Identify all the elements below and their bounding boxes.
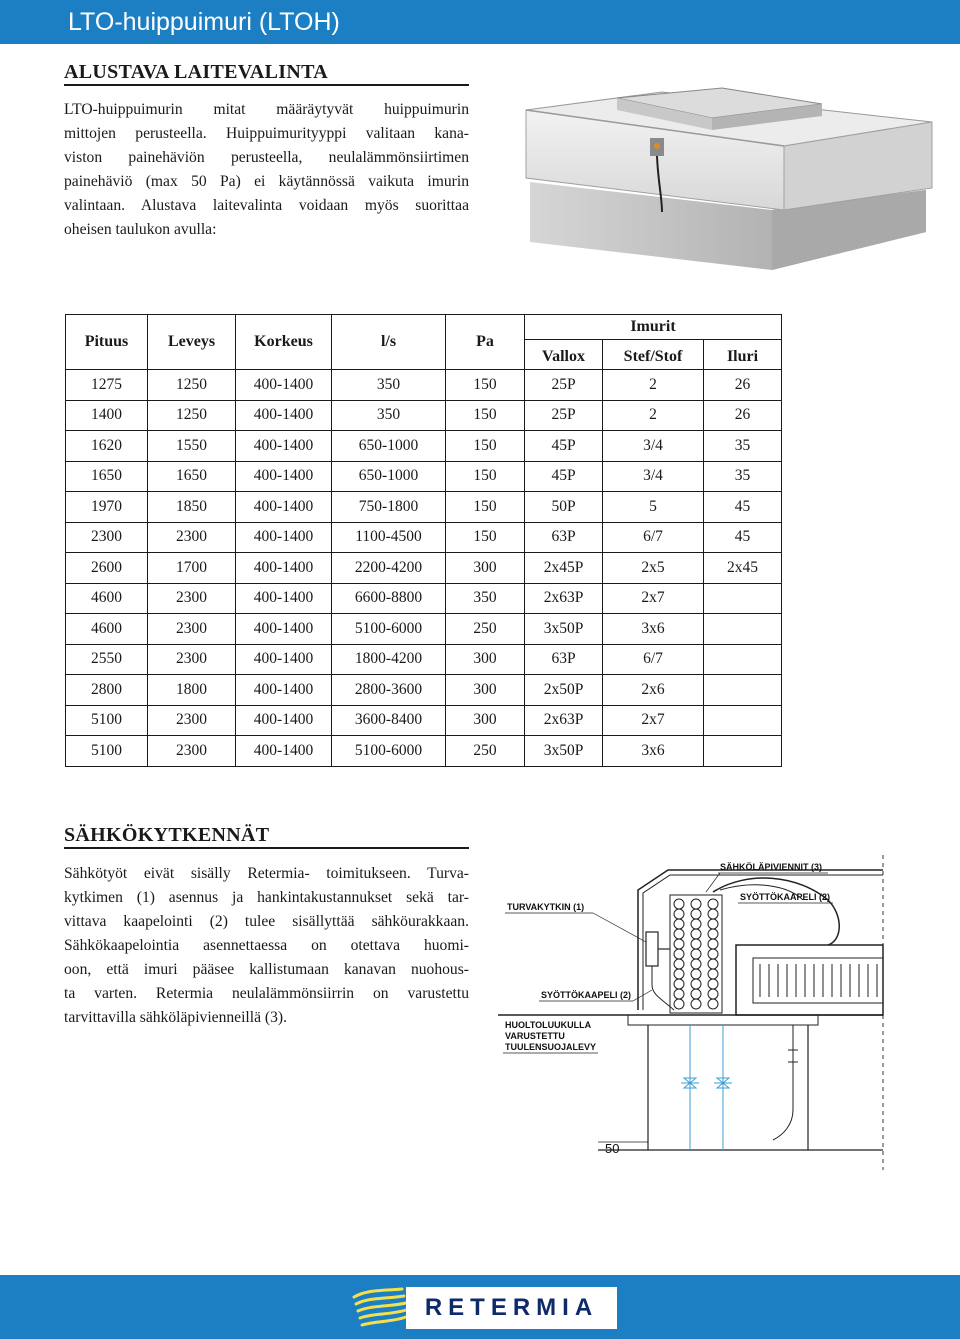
label-hatch-line-1: HUOLTOLUUKULLA	[505, 1020, 592, 1030]
table-cell: 2x7	[603, 583, 704, 614]
page-title: LTO-huippuimuri (LTOH)	[68, 8, 340, 36]
table-cell: 1275	[66, 370, 148, 401]
heading-rule	[64, 847, 469, 849]
column-header-height: Korkeus	[236, 315, 332, 370]
column-header-flow: l/s	[332, 315, 446, 370]
table-cell: 400-1400	[236, 492, 332, 523]
intro-line: valintaan. Alustava laitevalinta voidaan myös suorittaa	[64, 197, 469, 214]
table-cell: 1250	[148, 400, 236, 431]
table-row	[66, 400, 782, 431]
brand-logo	[406, 1287, 617, 1329]
table-cell: 35	[704, 431, 782, 462]
table-cell: 3x6	[603, 736, 704, 767]
table-cell	[704, 705, 782, 736]
table-cell: 45	[704, 492, 782, 523]
label-hatch-line-3: TUULENSUOJALEVY	[505, 1042, 597, 1052]
column-header-width: Leveys	[148, 315, 236, 370]
table-cell: 250	[446, 736, 525, 767]
intro-line: painehäviö (max 50 Pa) ei käytännössä vaikuta imurin	[64, 173, 469, 190]
table-cell: 2x5	[603, 553, 704, 584]
table-cell	[704, 644, 782, 675]
label-feedthrough: SÄHKÖLÄPIVIENNIT (3)	[720, 862, 823, 872]
table-cell: 350	[332, 400, 446, 431]
table-cell: 400-1400	[236, 583, 332, 614]
table-cell: 1800-4200	[332, 644, 446, 675]
table-row	[66, 644, 782, 675]
table-cell: 400-1400	[236, 705, 332, 736]
table-cell: 5	[603, 492, 704, 523]
column-group-fans: Imurit	[525, 315, 782, 340]
table-cell	[704, 614, 782, 645]
table-cell: 400-1400	[236, 553, 332, 584]
selection-table	[65, 314, 782, 767]
column-header-iluri: Iluri	[704, 340, 782, 370]
table-cell: 400-1400	[236, 522, 332, 553]
table-cell: 400-1400	[236, 431, 332, 462]
electrical-line: Sähkötyöt eivät sisälly Retermia- toimitukseen. Turva-	[64, 865, 469, 882]
electrical-paragraph	[64, 862, 469, 1030]
table-cell: 5100	[66, 705, 148, 736]
label-hatch-line-2: VARUSTETTU	[505, 1031, 565, 1041]
table-cell	[704, 675, 782, 706]
heat-exchanger-icon	[670, 895, 722, 1013]
table-cell: 2x50P	[525, 675, 603, 706]
table-cell: 50P	[525, 492, 603, 523]
retermia-logo-icon	[350, 1285, 408, 1331]
table-cell: 2550	[66, 644, 148, 675]
table-row	[66, 522, 782, 553]
table-cell: 2x63P	[525, 583, 603, 614]
table-cell: 25P	[525, 400, 603, 431]
table-cell: 1620	[66, 431, 148, 462]
label-supply-cable-left: SYÖTTÖKAAPELI (2)	[541, 990, 632, 1000]
table-cell: 3/4	[603, 461, 704, 492]
table-cell: 2	[603, 370, 704, 401]
table-cell: 2x63P	[525, 705, 603, 736]
section-heading-electrical: SÄHKÖKYTKENNÄT	[64, 824, 270, 846]
table-cell: 2200-4200	[332, 553, 446, 584]
electrical-line: ta varten. Retermia neulalämmönsiirrin on varustettu	[64, 985, 469, 1002]
table-row	[66, 614, 782, 645]
table-cell: 400-1400	[236, 614, 332, 645]
table-cell: 150	[446, 370, 525, 401]
table-cell: 350	[332, 370, 446, 401]
table-cell: 3x6	[603, 614, 704, 645]
table-cell: 25P	[525, 370, 603, 401]
heading-rule	[64, 84, 469, 86]
table-row	[66, 553, 782, 584]
intro-line: LTO-huippuimurin mitat määräytyvät huippuimurin	[64, 101, 469, 118]
column-header-length: Pituus	[66, 315, 148, 370]
safety-switch-icon	[646, 932, 670, 966]
brand-name: RETERMIA	[424, 1294, 599, 1321]
table-cell: 400-1400	[236, 461, 332, 492]
table-cell: 1100-4500	[332, 522, 446, 553]
table-cell: 300	[446, 644, 525, 675]
table-cell: 63P	[525, 522, 603, 553]
table-cell: 250	[446, 614, 525, 645]
table-cell: 3600-8400	[332, 705, 446, 736]
table-cell: 400-1400	[236, 370, 332, 401]
table-cell: 63P	[525, 644, 603, 675]
table-cell: 2300	[148, 644, 236, 675]
intro-line: viston painehäviön perusteella, neulalämmönsiirtimen	[64, 149, 469, 166]
table-cell: 400-1400	[236, 400, 332, 431]
table-cell: 2300	[148, 522, 236, 553]
table-cell: 3x50P	[525, 614, 603, 645]
table-row	[66, 492, 782, 523]
product-photo	[522, 82, 934, 272]
table-cell: 2300	[148, 583, 236, 614]
table-cell: 45P	[525, 461, 603, 492]
table-cell: 2	[603, 400, 704, 431]
table-row	[66, 675, 782, 706]
table-cell: 1250	[148, 370, 236, 401]
table-cell: 2800	[66, 675, 148, 706]
table-row	[66, 736, 782, 767]
table-cell: 5100	[66, 736, 148, 767]
table-row	[66, 583, 782, 614]
column-header-pressure: Pa	[446, 315, 525, 370]
table-cell: 2x45P	[525, 553, 603, 584]
table-cell: 6/7	[603, 644, 704, 675]
table-cell: 2x7	[603, 705, 704, 736]
drain-pipes	[681, 1025, 732, 1150]
column-header-vallox: Vallox	[525, 340, 603, 370]
table-cell: 400-1400	[236, 644, 332, 675]
electrical-line: kytkimen (1) asennus ja hankintakustannukset sekä tar-	[64, 889, 469, 906]
table-row	[66, 705, 782, 736]
table-row	[66, 431, 782, 462]
table-cell: 4600	[66, 583, 148, 614]
table-cell	[704, 583, 782, 614]
table-cell: 3/4	[603, 431, 704, 462]
table-cell: 1700	[148, 553, 236, 584]
table-cell: 400-1400	[236, 675, 332, 706]
dimension-label: 50	[605, 1141, 620, 1156]
table-cell: 1400	[66, 400, 148, 431]
table-cell: 2300	[148, 736, 236, 767]
table-cell: 3x50P	[525, 736, 603, 767]
electrical-line: oon, että imuri pääsee kallistumaan kanavan nuohous-	[64, 961, 469, 978]
header-bar	[0, 0, 960, 44]
label-supply-cable-top: SYÖTTÖKAAPELI (2)	[740, 892, 831, 902]
table-cell: 6600-8800	[332, 583, 446, 614]
table-cell: 5100-6000	[332, 736, 446, 767]
table-cell: 650-1000	[332, 431, 446, 462]
electrical-line: vittava kaapelointi (2) tulee sisällyttää sähköurakkaan.	[64, 913, 469, 930]
table-cell: 150	[446, 461, 525, 492]
table-cell: 750-1800	[332, 492, 446, 523]
column-header-stef-stof: Stef/Stof	[603, 340, 704, 370]
table-cell: 26	[704, 400, 782, 431]
table-cell: 400-1400	[236, 736, 332, 767]
table-cell: 300	[446, 553, 525, 584]
table-cell: 2x6	[603, 675, 704, 706]
table-cell: 150	[446, 400, 525, 431]
table-row	[66, 370, 782, 401]
table-cell: 35	[704, 461, 782, 492]
table-cell: 45	[704, 522, 782, 553]
table-cell: 1650	[66, 461, 148, 492]
table-row	[66, 461, 782, 492]
table-cell: 5100-6000	[332, 614, 446, 645]
table-cell: 650-1000	[332, 461, 446, 492]
intro-paragraph	[64, 98, 469, 242]
table-cell: 2800-3600	[332, 675, 446, 706]
label-safety-switch: TURVAKYTKIN (1)	[507, 902, 585, 912]
table-cell: 26	[704, 370, 782, 401]
table-cell: 45P	[525, 431, 603, 462]
electrical-line: tarvittavilla sähköläpivienneillä (3).	[64, 1009, 288, 1026]
table-cell: 2300	[148, 705, 236, 736]
table-cell: 150	[446, 522, 525, 553]
table-cell: 2600	[66, 553, 148, 584]
intro-line: oheisen taulukon avulla:	[64, 221, 217, 238]
table-cell: 2x45	[704, 553, 782, 584]
wiring-diagram	[498, 850, 888, 1170]
intro-line: mittojen perusteella. Huippuimurityyppi valitaan kana-	[64, 125, 469, 142]
table-cell: 1850	[148, 492, 236, 523]
table-cell: 300	[446, 705, 525, 736]
table-cell: 150	[446, 431, 525, 462]
table-cell: 300	[446, 675, 525, 706]
table-cell: 2300	[148, 614, 236, 645]
table-cell: 2300	[66, 522, 148, 553]
table-cell	[704, 736, 782, 767]
table-cell: 4600	[66, 614, 148, 645]
table-cell: 350	[446, 583, 525, 614]
table-cell: 1970	[66, 492, 148, 523]
table-cell: 1550	[148, 431, 236, 462]
table-cell: 6/7	[603, 522, 704, 553]
table-body	[66, 370, 782, 767]
section-heading-preliminary-selection: ALUSTAVA LAITEVALINTA	[64, 61, 328, 83]
electrical-line: Sähkökaapelointia asennettaessa on otettava huomi-	[64, 937, 469, 954]
table-cell: 150	[446, 492, 525, 523]
table-cell: 1800	[148, 675, 236, 706]
table-cell: 1650	[148, 461, 236, 492]
